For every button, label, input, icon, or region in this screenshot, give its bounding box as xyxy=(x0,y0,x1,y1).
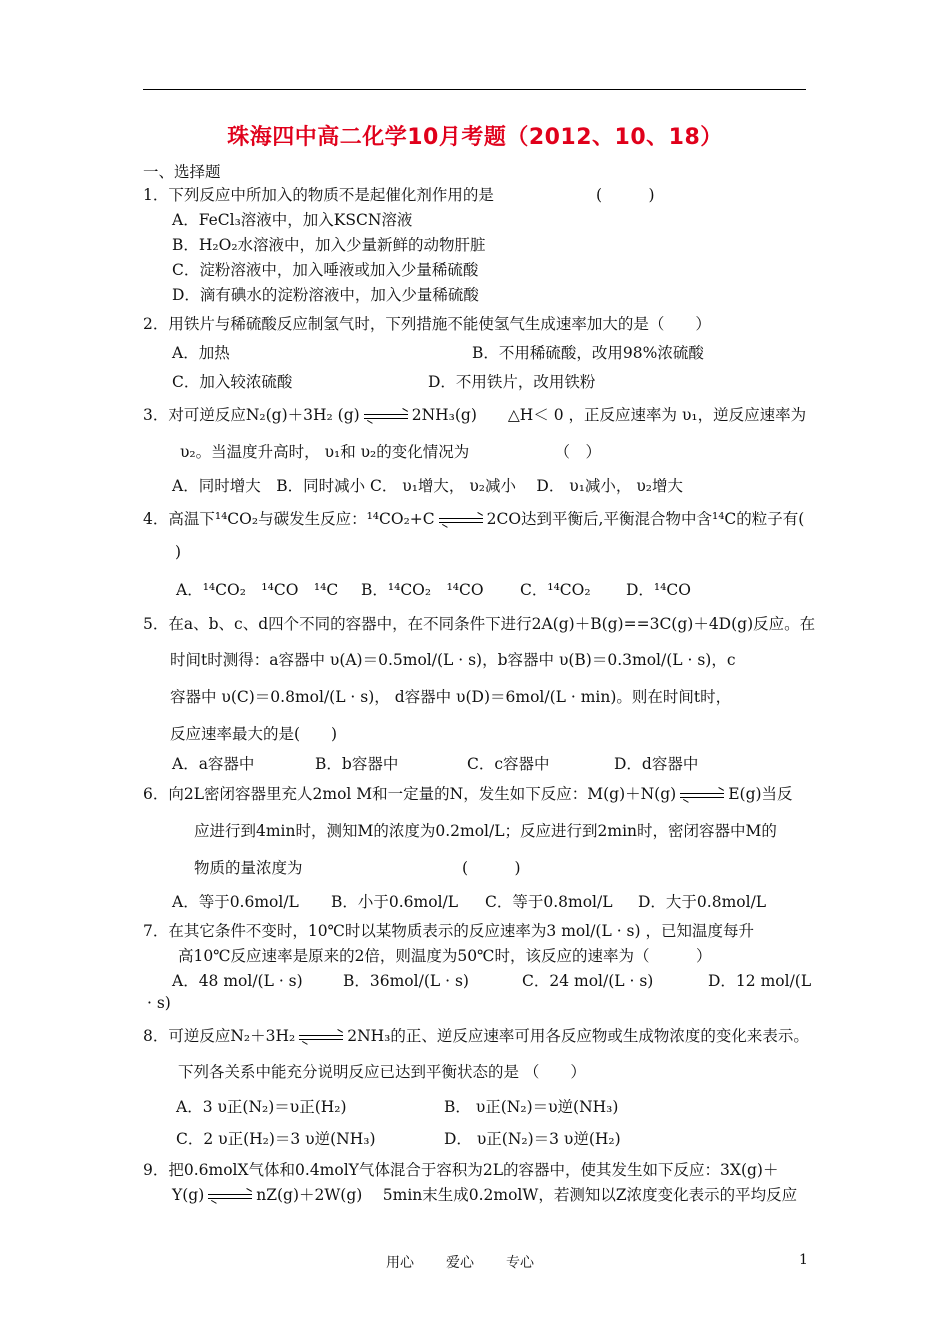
q3-line2: υ₂。当温度升高时， υ₁和 υ₂的变化情况为 （ ） xyxy=(180,443,602,461)
q2-stem: 2．用铁片与稀硫酸反应制氢气时，下列措施不能使氢气生成速率加大的是（ ） xyxy=(143,315,711,333)
q8-stem xyxy=(143,1024,809,1046)
q1-option-d: D．滴有碘水的淀粉溶液中，加入少量稀硫酸 xyxy=(172,286,479,304)
q1-option-a: A．FeCl₃溶液中，加入KSCN溶液 xyxy=(172,211,413,229)
q1-stem: 1．下列反应中所加入的物质不是起催化剂作用的是 xyxy=(143,186,494,204)
q6-option-a: A．等于0.6mol/L xyxy=(172,893,299,911)
q4-stem-pre: 4．高温下¹⁴CO₂与碳发生反应：¹⁴CO₂+C xyxy=(143,510,435,528)
q3-stem-post: 2NH₃(g) △H＜ 0 ，正反应速率为 υ₁，逆反应速率为 xyxy=(411,406,807,424)
q2-option-a: A．加热 xyxy=(172,344,230,362)
q1-option-b: B．H₂O₂水溶液中，加入少量新鲜的动物肝脏 xyxy=(172,236,486,254)
q4-line2: ) xyxy=(175,543,182,561)
q4-option-b: B．¹⁴CO₂ ¹⁴CO xyxy=(361,581,484,599)
q5-option-c: C．c容器中 xyxy=(467,755,550,773)
reversible-arrow-icon xyxy=(362,412,410,421)
q8-option-c: C．2 υ正(H₂)＝3 υ逆(NH₃) xyxy=(176,1130,376,1148)
q6-line2: 应进行到4min时，测知M的浓度为0.2mol/L；反应进行到2min时，密闭容器中M的 xyxy=(194,822,777,840)
page-title: 珠海四中高二化学10月考题（2012、10、18） xyxy=(227,125,723,150)
q6-stem xyxy=(143,782,793,804)
reversible-arrow-icon xyxy=(437,516,485,525)
q4-option-a: A．¹⁴CO₂ ¹⁴CO ¹⁴C xyxy=(176,581,339,599)
q3-options: A．同时增大 B．同时减小 C． υ₁增大， υ₂减小 D． υ₁减小， υ₂增大 xyxy=(172,477,683,495)
q2-option-c: C．加入较浓硫酸 xyxy=(172,373,293,391)
q1-answer-paren: ( ) xyxy=(596,186,655,204)
q6-option-c: C．等于0.8mol/L xyxy=(485,893,613,911)
footer-text-3: 专心 xyxy=(506,1255,534,1271)
q8-stem-post: 2NH₃的正、逆反应速率可用各反应物或生成物浓度的变化来表示。 xyxy=(347,1027,809,1045)
page-number: 1 xyxy=(799,1252,808,1268)
q4-option-d: D．¹⁴CO xyxy=(626,581,691,599)
q4-stem xyxy=(143,507,804,529)
q9-line2-pre: Y(g) xyxy=(172,1186,205,1204)
q6-stem-post: E(g)当反 xyxy=(728,785,793,803)
footer-text-1: 用心 xyxy=(386,1255,414,1271)
q6-answer-paren: ( ) xyxy=(462,859,521,877)
q8-line2: 下列各关系中能充分说明反应已达到平衡状态的是 （ ） xyxy=(178,1063,586,1081)
section-heading: 一、选择题 xyxy=(143,163,221,181)
q8-option-a: A．3 υ正(N₂)＝υ正(H₂) xyxy=(176,1098,347,1116)
q5-option-b: B．b容器中 xyxy=(315,755,399,773)
q6-option-b: B．小于0.6mol/L xyxy=(331,893,459,911)
q5-option-a: A．a容器中 xyxy=(172,755,255,773)
q3-stem xyxy=(143,403,806,425)
q7-line1: 7．在其它条件不变时，10℃时以某物质表示的反应速率为3 mol/(L · s) ，已知温度每升 xyxy=(143,922,754,940)
q4-stem-post: 2CO达到平衡后,平衡混合物中含¹⁴C的粒子有( xyxy=(486,510,805,528)
q8-option-d: D． υ正(N₂)＝3 υ逆(H₂) xyxy=(444,1130,621,1148)
q6-stem-pre: 6．向2L密闭容器里充人2mol M和一定量的N，发生如下反应：M(g)＋N(g) xyxy=(143,785,677,803)
q4-option-c: C．¹⁴CO₂ xyxy=(520,581,591,599)
q5-line2: 时间t时测得：a容器中 υ(A)＝0.5mol/(L · s)，b容器中 υ(B)＝0.3mol/(L · s)，c xyxy=(170,651,736,669)
reversible-arrow-icon xyxy=(206,1192,254,1201)
q5-line4: 反应速率最大的是( ) xyxy=(170,725,338,743)
q9-line2-post: nZ(g)＋2W(g) 5min末生成0.2molW，若测知以Z浓度变化表示的平均反应 xyxy=(256,1186,798,1204)
q8-option-b: B． υ正(N₂)＝υ逆(NH₃) xyxy=(444,1098,619,1116)
q2-option-d: D．不用铁片，改用铁粉 xyxy=(428,373,596,391)
q7-option-d-wrap: · s) xyxy=(147,994,171,1012)
q5-line1: 5．在a、b、c、d四个不同的容器中，在不同条件下进行2A(g)＋B(g)==3C(g)＋4D(g)反应。在 xyxy=(143,615,816,633)
header-rule xyxy=(143,89,806,90)
q5-line3: 容器中 υ(C)＝0.8mol/(L · s)， d容器中 υ(D)＝6mol/(L · min)。则在时间t时， xyxy=(170,688,732,706)
reversible-arrow-icon xyxy=(678,791,726,800)
q3-stem-pre: 3．对可逆反应N₂(g)＋3H₂ (g) xyxy=(143,406,360,424)
reversible-arrow-icon xyxy=(297,1033,345,1042)
q7-line2: 高10℃反应速率是原来的2倍，则温度为50℃时，该反应的速率为（ ） xyxy=(178,947,712,965)
q2-option-b: B．不用稀硫酸，改用98%浓硫酸 xyxy=(472,344,704,362)
q7-option-b: B．36mol/(L · s) xyxy=(343,972,469,990)
q6-option-d: D．大于0.8mol/L xyxy=(638,893,767,911)
q5-option-d: D．d容器中 xyxy=(614,755,699,773)
q9-line2 xyxy=(172,1183,797,1205)
q1-option-c: C．淀粉溶液中，加入唾液或加入少量稀硫酸 xyxy=(172,261,479,279)
q7-option-d: D．12 mol/(L xyxy=(708,972,812,990)
q8-stem-pre: 8．可逆反应N₂＋3H₂ xyxy=(143,1027,296,1045)
q6-line3: 物质的量浓度为 xyxy=(194,859,303,877)
q7-option-a: A．48 mol/(L · s) xyxy=(172,972,303,990)
q7-option-c: C．24 mol/(L · s) xyxy=(522,972,654,990)
footer-text-2: 爱心 xyxy=(446,1255,474,1271)
q9-line1: 9．把0.6molX气体和0.4molY气体混合于容积为2L的容器中，使其发生如下反应：3X(g)＋ xyxy=(143,1161,779,1179)
